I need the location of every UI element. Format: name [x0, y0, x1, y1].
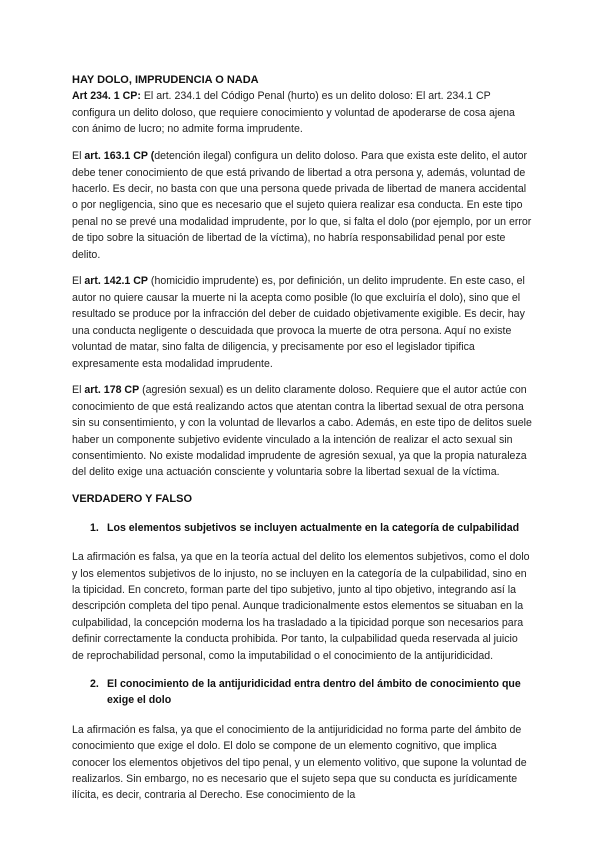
paragraph-prefix: El: [72, 384, 85, 397]
article-ref: art. 142.1 CP: [84, 275, 148, 288]
question-text: El conocimiento de la antijuridicidad entra dentro del ámbito de conocimiento que exige el dolo: [107, 678, 521, 707]
paragraph-text: (agresión sexual) es un delito claramente doloso. Requiere que el autor actúe con conocimiento de que está realizando actos que atentan contra la libertad sexual de otra persona sin su consentimiento, y con la voluntad de llevarlos a cabo. Además, en este tipo de delitos suele haber un componente subjetivo evidente vinculado a la intención de realizar el acto sexual sin consentimiento. No existe modalidad imprudente de agresión sexual, ya que la propia naturaleza del delito exige una actuación consciente y voluntaria sobre la libertad sexual de la víctima.: [72, 384, 532, 479]
paragraph-art-178: [72, 382, 532, 480]
paragraph-text: (homicidio imprudente) es, por definición, un delito imprudente. En este caso, el autor no quiere causar la muerte ni la acepta como posible (lo que excluiría el dolo), sino que el resultado se produce por la infracción del deber de cuidado objetivamente exigible. Es decir, hay una conducta negligente o descuidada que provoca la muerte de otra persona. Aquí no existe voluntad de matar, sino falta de diligencia, y precisamente por eso el legislador tipifica expresamente esta modalidad imprudente.: [72, 275, 525, 370]
answer-paragraph-2: La afirmación es falsa, ya que el conocimiento de la antijuridicidad no forma parte del ámbito de conocimiento que exige el dolo. El dolo se compone de un elemento cognitivo, que implica conocer los elementos objetivos del tipo penal, y un elemento volitivo, que supone la voluntad de realizarlos. Sin embargo, no es necesario que el sujeto sepa que su conducta es jurídicamente ilícita, es decir, contraria al Derecho. Ese conocimiento de la: [72, 723, 527, 802]
numbered-question-1: [90, 520, 532, 536]
paragraph-text: detención ilegal) configura un delito doloso. Para que exista este delito, el autor debe tener conocimiento de que está privando de libertad a otra persona y, además, voluntad de hacerlo. Es decir, no basta con que una persona quede privada de libertad de manera accidental o por negligencia, sino que es necesario que el sujeto quiera realizar esa conducta. En este tipo penal no se prevé una modalidad imprudente, por lo que, si falta el dolo (por ejemplo, por un error de tipo sobre la situación de libertad de la víctima), no habría responsabilidad penal por este delito.: [72, 150, 532, 261]
answer-paragraph-1: La afirmación es falsa, ya que en la teoría actual del delito los elementos subjetivos, como el dolo y los elementos subjetivos de lo injusto, no se incluyen en la categoría de la culpabilidad, sino en la tipicidad. En concreto, forman parte del tipo subjetivo, junto al tipo objetivo, integrando así la descripción completa del tipo penal. Aunque tradicionalmente estos elementos se situaban en la culpabilidad, la concepción moderna los ha trasladado a la tipicidad porque son necesarios para definir correctamente la conducta prohibida. Por tanto, la culpabilidad queda reservada al juicio de reprochabilidad personal, como la imputabilidad o el conocimiento de la antijuridicidad.: [72, 551, 530, 662]
question-number: 1.: [90, 521, 99, 534]
paragraph-prefix: El: [72, 275, 85, 288]
article-ref: art. 178 CP: [84, 384, 140, 397]
numbered-question-2: [90, 676, 532, 709]
paragraph-art-163: [72, 148, 532, 263]
paragraph-prefix: El: [72, 150, 85, 163]
document-page: [72, 72, 532, 804]
question-number: 2.: [90, 678, 99, 690]
section-heading-dolo: HAY DOLO, IMPRUDENCIA O NADA: [72, 74, 259, 86]
paragraph-art-234: [72, 88, 532, 137]
article-ref: art. 163.1 CP (: [84, 150, 155, 163]
article-ref: Art 234. 1 CP:: [72, 90, 141, 103]
question-text: Los elementos subjetivos se incluyen actualmente en la categoría de culpabilidad: [107, 521, 520, 534]
paragraph-text: El art. 234.1 del Código Penal (hurto) es un delito doloso: El art. 234.1 CP configura un delito doloso, que requiere conocimiento y voluntad de apoderarse de cosa ajena con ánimo de lucro; no admite forma imprudente.: [72, 90, 515, 136]
paragraph-art-142: [72, 273, 532, 371]
section-heading-verdadero-falso: VERDADERO Y FALSO: [72, 493, 193, 506]
